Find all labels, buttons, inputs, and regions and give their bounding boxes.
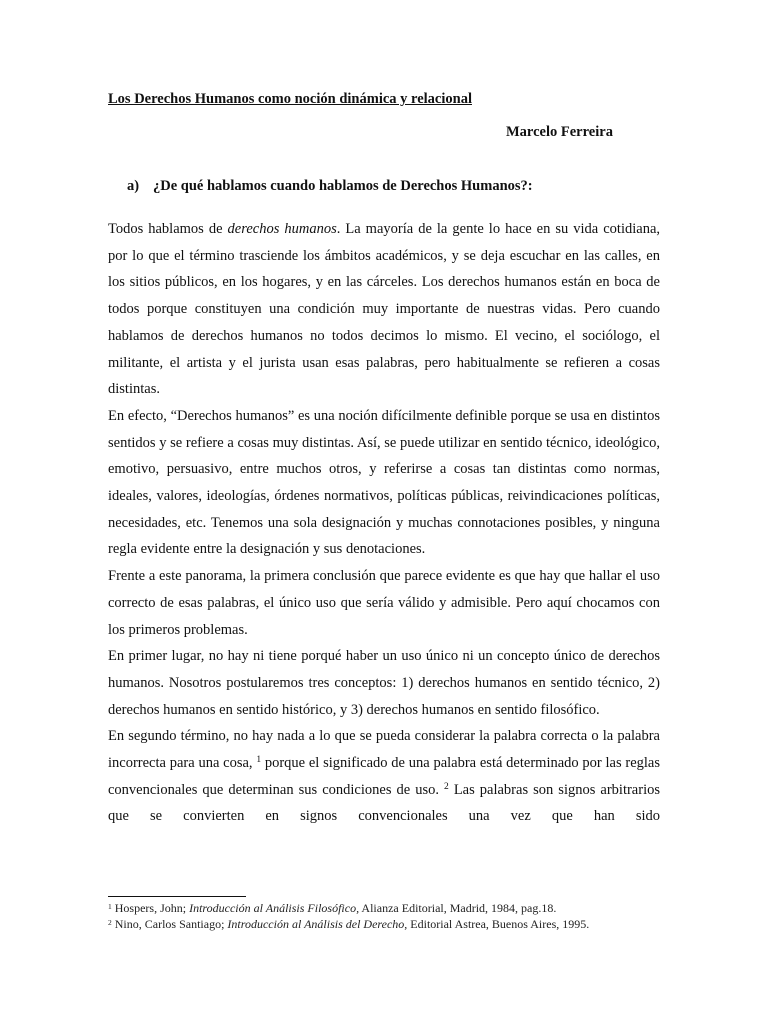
- footnote-details: Alianza Editorial, Madrid, 1984, pag.18.: [359, 901, 557, 915]
- section-heading-text: ¿De qué hablamos cuando hablamos de Derechos Humanos?:: [153, 178, 533, 194]
- paragraph-text: porque el significado de una palabra está determinado por las reglas convencionales que determinan sus condiciones de uso.: [108, 755, 661, 798]
- footnote-book-title: Introducción al Análisis del Derecho: [227, 916, 405, 931]
- section-marker: a): [127, 178, 140, 194]
- paragraph-text: Las palabras son signos arbitrarios que se convierten en signos convencionales una vez que han sido: [108, 781, 660, 825]
- footnote-details: , Editorial Astrea, Buenos Aires, 1995.: [404, 916, 590, 931]
- paragraph: Frente a este panorama, la primera conclusión que parece evidente es que hay que hallar el uso correcto de esas palabras, el único uso que sería válido y admisible. Pero aquí chocamos con los primeros problemas.: [108, 568, 660, 638]
- paragraph: [108, 723, 660, 830]
- italic-term: derechos humanos: [227, 221, 337, 237]
- paragraph: En primer lugar, no hay ni tiene porqué haber un uso único ni un concepto único de derechos humanos. Nosotros postularemos tres conceptos: 1) derechos humanos en sentido técnico, 2) derechos humanos en sentido histórico, y 3) derechos humanos en sentido filosófico.: [108, 648, 660, 718]
- footnote-reference[interactable]: 2: [444, 781, 449, 792]
- footnote: [108, 901, 708, 917]
- author-name: Marcelo Ferreira: [506, 124, 613, 140]
- document-title: Los Derechos Humanos como noción dinámica y relacional: [108, 91, 472, 107]
- paragraph: En efecto, “Derechos humanos” es una noción difícilmente definible porque se usa en distintos sentidos y se refiere a cosas muy distintas. Así, se puede utilizar en sentido técnico, ideológico, emotivo, persuasivo, entre muchos otros, y referirse a cosas tan distintas como normas, ideales, valores, ideologías, órdenes normativos, políticas públicas, reivindicaciones políticas, necesidades, etc. Tenemos una sola designación y muchas connotaciones posibles, y ninguna regla evidente entre la designación y sus denotaciones.: [108, 407, 660, 558]
- footnote-separator: [108, 896, 246, 897]
- paragraph-text: . La mayoría de la gente lo hace en su vida cotidiana, por lo que el término trasciende los ámbitos académicos, y se deja escuchar en las calles, en los sitios públicos, en los hogares, y en las cárceles. Los derechos humanos están en boca de todos porque constituyen una condición muy importante de nuestras vidas. Pero cuando hablamos de derechos humanos no todos decimos lo mismo. El vecino, el sociólogo, el militante, el artista y el jurista usan esas palabras, pero habitualmente se refieren a cosas distintas.: [108, 221, 661, 398]
- paragraph-text: Todos hablamos de: [108, 221, 228, 237]
- footnote: [108, 917, 708, 933]
- footnote-author: Hospers, John;: [111, 901, 190, 915]
- footnote-number: 1: [108, 902, 112, 911]
- footnote-reference[interactable]: 1: [256, 755, 262, 766]
- footnote-book-title: Introducción al Análisis Filosófico,: [189, 901, 360, 915]
- paragraph: [108, 216, 660, 403]
- body-text: [108, 216, 660, 830]
- section-heading: [127, 178, 533, 195]
- footnotes: [108, 901, 708, 932]
- footnote-author: Nino, Carlos Santiago;: [111, 916, 228, 931]
- footnote-number: 2: [108, 917, 112, 927]
- paragraph-text: En segundo término, no hay nada a lo que se pueda considerar la palabra correcta o la palabra incorrecta para una cosa,: [108, 728, 660, 772]
